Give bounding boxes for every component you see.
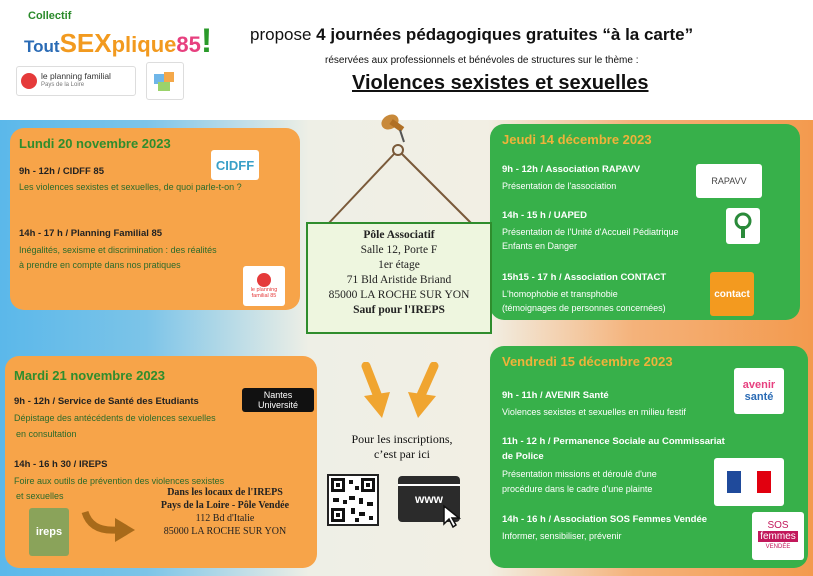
registration-line2: c’est par ici: [374, 447, 430, 461]
day-vendredi: Vendredi 15 décembre 2023: [502, 354, 673, 369]
cidff-logo: [211, 150, 259, 180]
jeudi-ev2-text1: Présentation de l'Unité d'Accueil Pédiatrique: [502, 227, 679, 237]
french-flag-icon: [727, 471, 771, 493]
contact-logo: [710, 272, 754, 316]
mardi-ev2-text2: et sexuelles: [16, 491, 64, 501]
avenir-sante-logo: [734, 368, 784, 414]
planning-logo-line2: Pays de la Loire: [41, 82, 85, 88]
vendredi-ev2-title2: de Police: [502, 451, 544, 462]
jeudi-ev1-title: 9h - 12h / Association RAPAVV: [502, 164, 641, 175]
card-jeudi: [490, 124, 800, 320]
lundi-ev1-text: Les violences sexistes et sexuelles, de quoi parle-t-on ?: [19, 182, 242, 192]
qr-code[interactable]: [327, 474, 379, 526]
planning85-circle-icon: [257, 273, 271, 287]
sos-logo-line2: femmes: [760, 530, 796, 542]
rapavv-logo-text: RAPAVV: [711, 176, 747, 186]
lundi-ev2-text2: à prendre en compte dans nos pratiques: [19, 260, 181, 270]
avenir-logo-line1: avenir: [742, 379, 776, 391]
cursor-icon: [442, 504, 462, 528]
curved-arrow-icon: [81, 504, 137, 544]
jeudi-ev3-text2: (témoignages de personnes concernées): [502, 303, 666, 313]
mardi-ev2-text1: Foire aux outils de prévention des violences sexistes: [14, 476, 225, 486]
puzzle-icon: [152, 68, 178, 94]
nantes-logo-line2: Université: [257, 400, 298, 410]
mardi-ev1-text2: en consultation: [16, 429, 77, 439]
nantes-universite-logo: [242, 388, 314, 412]
brand-plique: plique: [111, 32, 177, 57]
lundi-ev1-title: 9h - 12h / CIDFF 85: [19, 166, 104, 177]
jeudi-ev2-title: 14h - 15 h / UAPED: [502, 210, 587, 221]
vendredi-ev2-title1: 11h - 12 h / Permanence Sociale au Commissariat: [502, 436, 725, 447]
vendredi-ev1-title: 9h - 11h / AVENIR Santé: [502, 390, 609, 401]
brand-sex: SEX: [59, 28, 112, 58]
lundi-ev2-text1: Inégalités, sexisme et discrimination : des réalités: [19, 245, 217, 255]
planning-familial-pdl-logo: [16, 66, 136, 96]
mardi-loc4: 85000 LA ROCHE SUR YON: [163, 526, 287, 537]
nantes-logo-line1: Nantes: [263, 390, 293, 400]
sos-logo-line3: VENDÉE: [765, 543, 791, 550]
brand-num: 85: [176, 32, 201, 57]
planning85-logo: [243, 266, 285, 306]
ireps-logo: [29, 508, 69, 556]
uaped-logo: [726, 208, 760, 244]
venue-line2: Salle 12, Porte F: [360, 244, 438, 256]
title-pre: propose: [250, 25, 317, 44]
down-arrows-icon: [356, 362, 446, 422]
day-lundi: Lundi 20 novembre 2023: [19, 136, 171, 151]
brand-tout: Tout: [24, 37, 60, 56]
jeudi-ev3-title: 15h15 - 17 h / Association CONTACT: [502, 272, 667, 283]
title-bold: 4 journées pédagogiques gratuites “à la carte”: [316, 25, 694, 44]
www-label: www: [414, 492, 443, 506]
venue-line3: 1er étage: [378, 259, 420, 271]
rapavv-logo: [696, 164, 762, 198]
ireps-logo-text: ireps: [35, 526, 63, 538]
vendredi-ev2-text2: procédure dans le cadre d'une plainte: [502, 484, 653, 494]
mardi-ev1-title: 9h - 12h / Service de Santé des Etudiants: [14, 396, 199, 407]
mardi-loc3: 112 Bd d'Italie: [195, 513, 255, 524]
vendredi-ev3-text: Informer, sensibiliser, prévenir: [502, 531, 622, 541]
brand-wordmark: [24, 22, 212, 61]
qr-code-icon: [329, 476, 377, 524]
card-lundi: [10, 128, 300, 310]
jeudi-ev1-text: Présentation de l'association: [502, 181, 617, 191]
venue-line4: 71 Bld Aristide Briand: [346, 274, 452, 286]
vendredi-ev2-text1: Présentation missions et déroulé d'une: [502, 469, 657, 479]
ministere-interieur-logo: [714, 458, 784, 506]
jeudi-ev2-text2: Enfants en Danger: [502, 241, 578, 251]
mardi-loc2: Pays de la Loire - Pôle Vendée: [160, 500, 290, 511]
brand-collectif: Collectif: [28, 10, 72, 22]
header-title: [250, 25, 693, 45]
avenir-logo-line2: santé: [744, 391, 774, 403]
day-mardi: Mardi 21 novembre 2023: [14, 368, 166, 383]
hanging-strings: [320, 140, 480, 230]
sos-logo-line1: SOS: [767, 519, 789, 531]
vendredi-ev1-text: Violences sexistes et sexuelles en milieu festif: [502, 407, 686, 417]
venue-line1: Pôle Associatif: [363, 229, 435, 241]
venue-line5: 85000 LA ROCHE SUR YON: [328, 289, 470, 301]
venue-box: [306, 222, 492, 334]
day-jeudi: Jeudi 14 décembre 2023: [502, 132, 652, 147]
cidff-logo-text: CIDFF: [215, 157, 255, 173]
registration-line1: Pour les inscriptions,: [351, 432, 453, 446]
jeudi-ev3-text1: L'homophobie et transphobie: [502, 289, 618, 299]
mardi-ev2-title: 14h - 16 h 30 / IREPS: [14, 459, 108, 470]
planning-circle-icon: [21, 73, 37, 89]
vendredi-ev3-title: 14h - 16 h / Association SOS Femmes Vendée: [502, 514, 708, 525]
contact-logo-text: contact: [714, 288, 750, 300]
mardi-location: [135, 486, 315, 538]
sos-femmes-logo: [752, 512, 804, 560]
planning-logo-line1: le planning familial: [41, 71, 111, 81]
partner-small-logo: [146, 62, 184, 100]
planning85-logo-text: le planning familial 85: [250, 287, 278, 299]
venue-line6: Sauf pour l'IREPS: [353, 304, 445, 316]
lundi-ev2-title: 14h - 17 h / Planning Familial 85: [19, 228, 163, 239]
theme-title: Violences sexistes et sexuelles: [352, 72, 649, 94]
website-link-icon[interactable]: [398, 476, 464, 528]
mardi-loc1: Dans les locaux de l'IREPS: [167, 487, 283, 498]
brand-logo: [20, 10, 242, 58]
uaped-icon: [731, 212, 755, 240]
card-mardi: [5, 356, 317, 568]
header-subtitle: réservées aux professionnels et bénévoles de structures sur le thème :: [325, 55, 639, 66]
registration-text: [322, 432, 482, 462]
mardi-ev1-text1: Dépistage des antécédents de violences sexuelles: [14, 413, 216, 423]
brand-excl: !: [200, 22, 213, 60]
card-vendredi: [490, 346, 808, 568]
